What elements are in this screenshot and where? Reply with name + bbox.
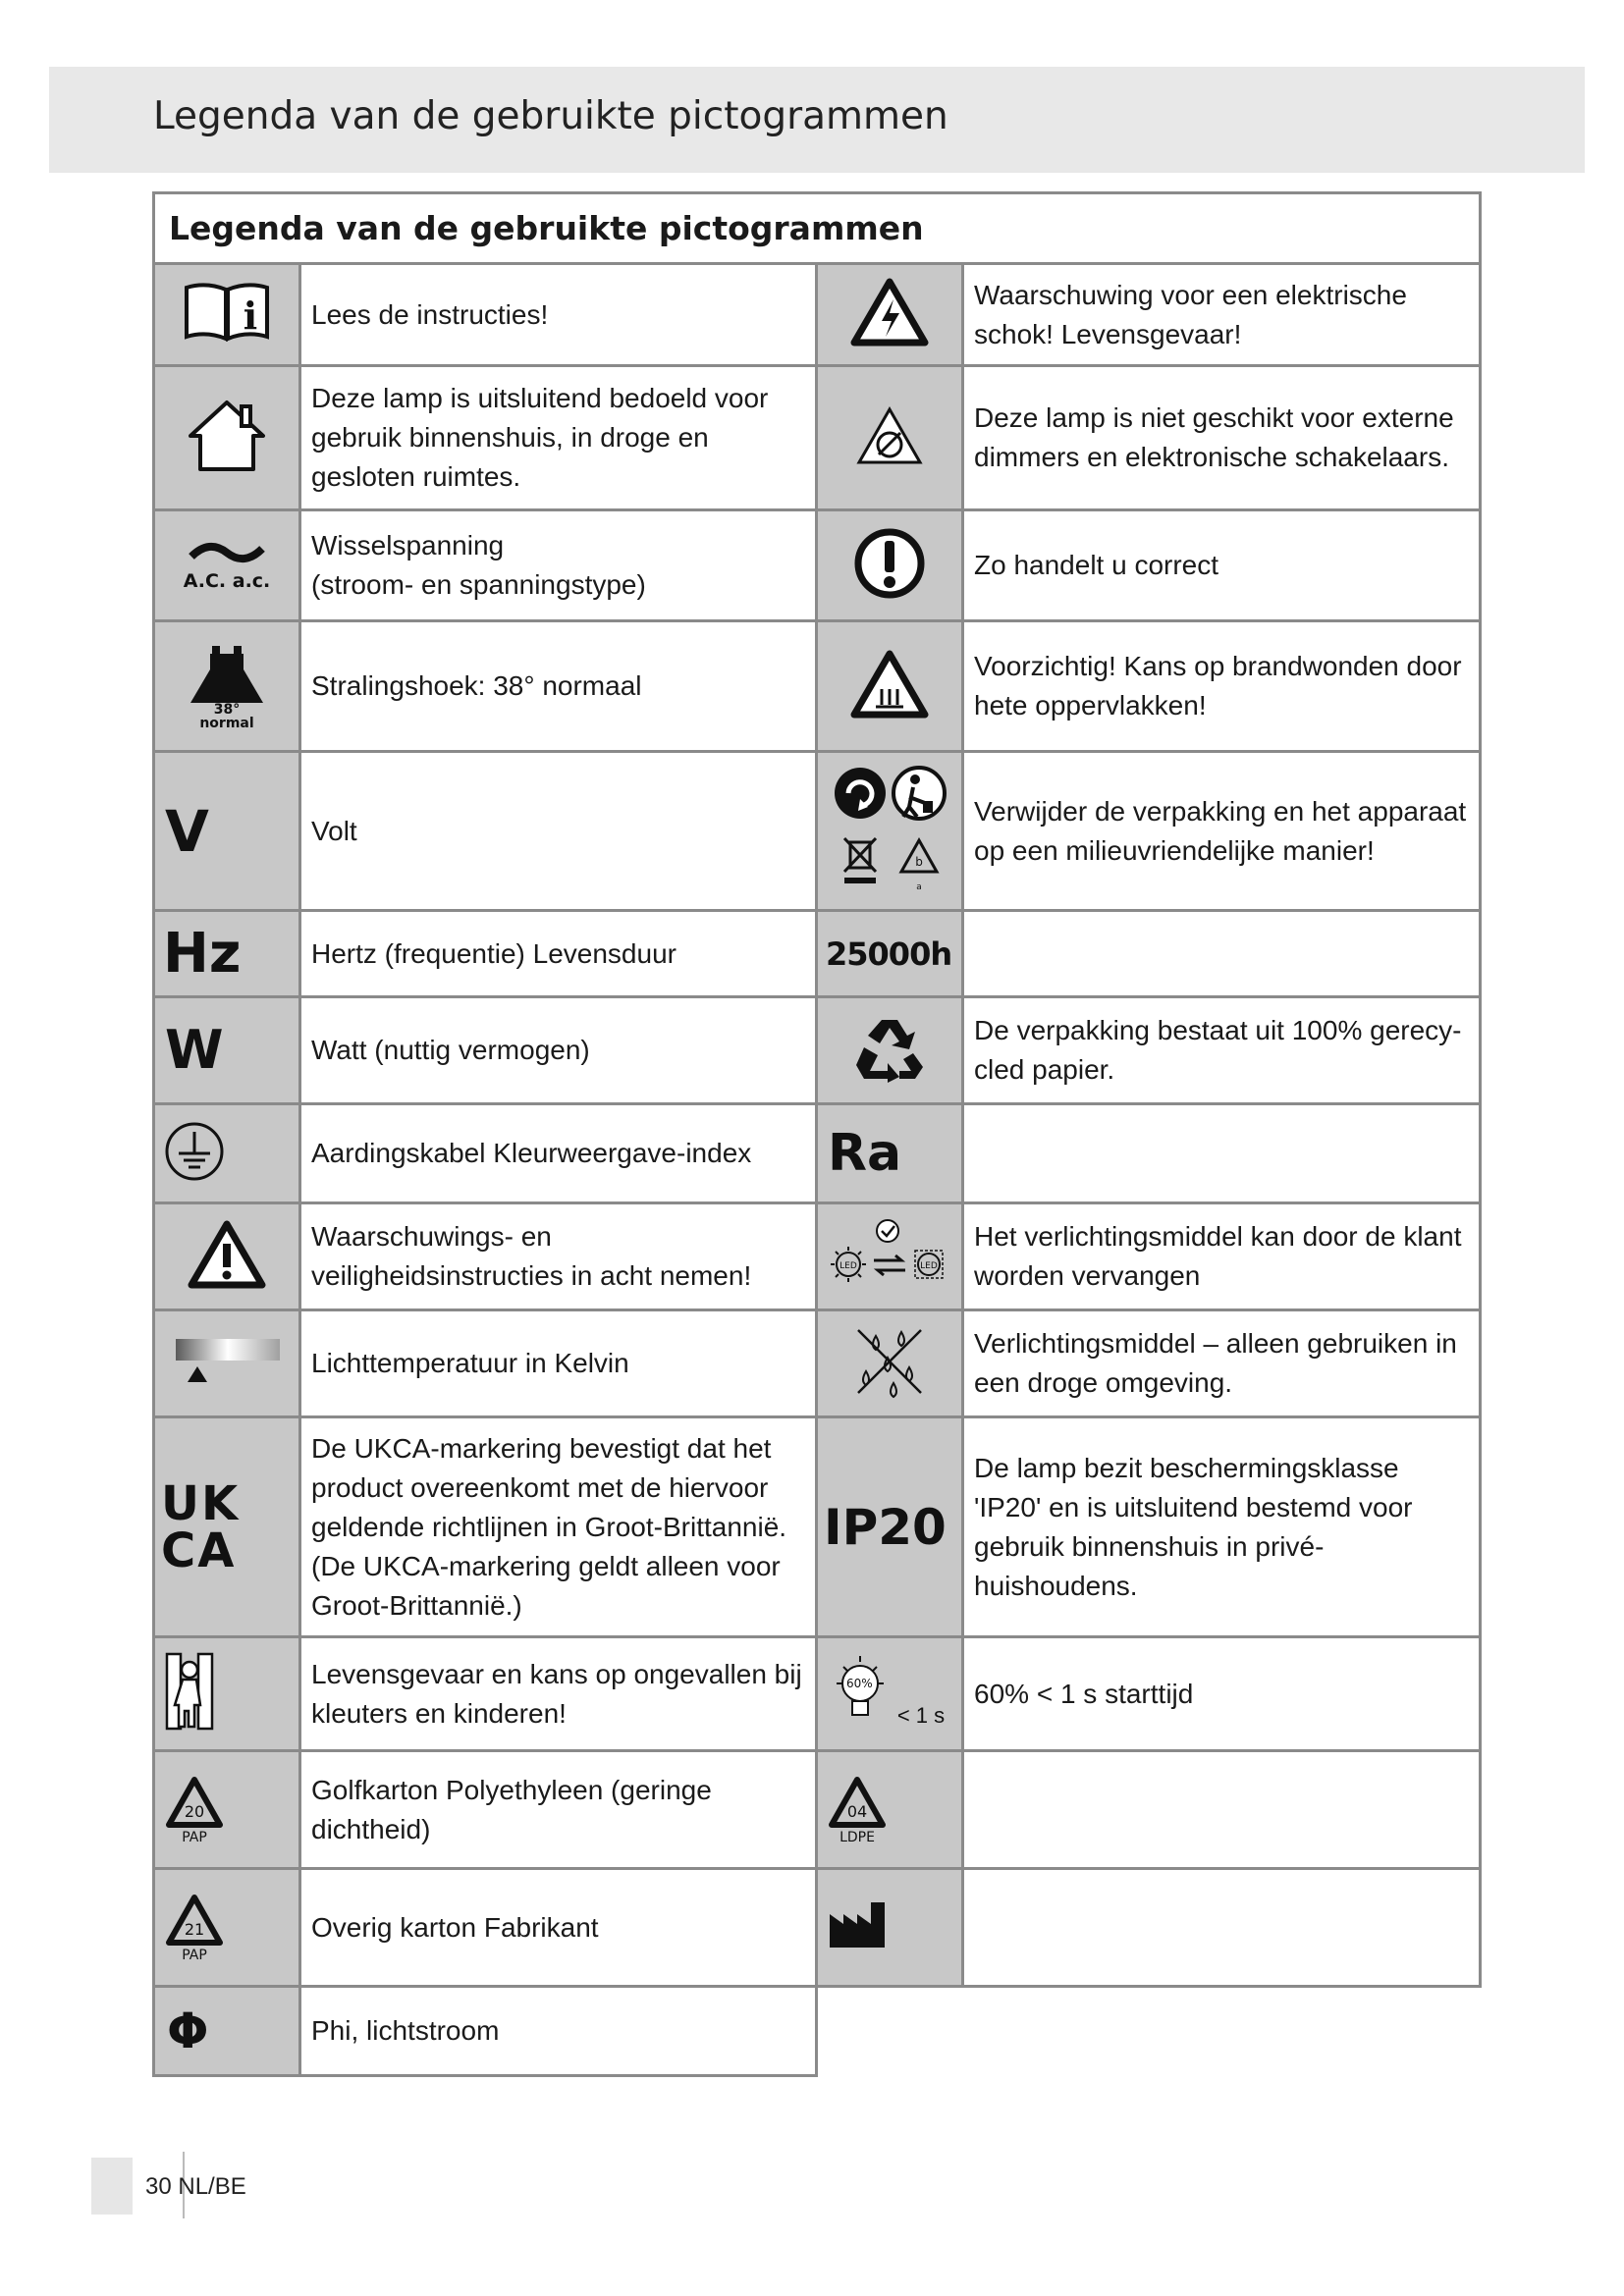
watt-icon: W xyxy=(165,1019,224,1081)
legend-text: Waarschuwing voor een elektrische schok! Levensgevaar! xyxy=(963,264,1481,366)
legend-text: Hertz (frequentie) Levensduur xyxy=(300,911,817,997)
legend-text: De verpakking bestaat uit 100% gerecy- cled papier. xyxy=(963,997,1481,1104)
hot-surface-warning-icon xyxy=(850,650,929,719)
recycle-pap-20-icon xyxy=(165,1776,224,1844)
legend-text: Deze lamp is uitsluitend bedoeld voor gebruik binnenshuis, in droge en gesloten ruimtes. xyxy=(300,366,817,510)
recycle-code-label: 20 xyxy=(184,1801,205,1821)
legend-text: De lamp bezit beschermingsklasse 'IP20' en is uitsluitend bestemd voor gebruik binnenshuis in privé-huishoudens. xyxy=(963,1417,1481,1637)
legend-text: Golfkarton Polyethyleen (geringe dichtheid) xyxy=(300,1751,817,1869)
legend-row xyxy=(154,752,1481,911)
legend-caption: Legenda van de gebruikte pictogrammen xyxy=(154,193,1481,264)
replaceable-led-icon xyxy=(827,1215,952,1294)
color-temperature-icon xyxy=(168,1337,286,1386)
recycling-disposal-icon xyxy=(831,760,948,897)
no-dimmer-icon xyxy=(855,405,924,466)
alternating-current-icon xyxy=(184,539,271,592)
legend-row xyxy=(154,1751,1481,1869)
legend-text: Wisselspanning (stroom- en spanningstype) xyxy=(300,510,817,621)
child-danger-icon xyxy=(163,1650,222,1733)
legend-text: Verwijder de verpakking en het apparaat op een milieuvriendelijke manier! xyxy=(963,752,1481,911)
legend-row xyxy=(154,1104,1481,1203)
legend-row xyxy=(154,911,1481,997)
volt-icon: V xyxy=(165,797,209,865)
legend-row xyxy=(154,264,1481,366)
ac-label: A.C. a.c. xyxy=(183,570,271,592)
house-indoor-icon xyxy=(183,397,271,475)
manufacturer-icon xyxy=(828,1900,887,1949)
recycle-code-label: 21 xyxy=(184,1919,205,1939)
legend-text: Aardingskabel Kleurweergave-index xyxy=(300,1104,817,1203)
legend-text xyxy=(963,1869,1481,1987)
beam-angle-label: 38° normal xyxy=(199,702,254,731)
hertz-icon: Hz xyxy=(163,921,242,986)
legend-text: Lees de instructies! xyxy=(300,264,817,366)
recycle-pap-21-icon xyxy=(165,1894,224,1962)
legend-row xyxy=(154,1203,1481,1310)
legend-row xyxy=(154,621,1481,752)
dry-environment-only-icon xyxy=(850,1322,929,1401)
page-number: 30 NL/BE xyxy=(145,2173,246,2200)
legend-text: Overig karton Fabrikant xyxy=(300,1869,817,1987)
recycle-material-label: LDPE xyxy=(839,1829,875,1845)
svg-text:LED: LED xyxy=(839,1260,857,1271)
svg-text:a: a xyxy=(916,882,922,892)
ukca-mark-icon: UK CA xyxy=(161,1475,241,1578)
legend-text xyxy=(963,911,1481,997)
legend-text: Voorzichtig! Kans op brandwonden door hete oppervlakken! xyxy=(963,621,1481,752)
legend-text xyxy=(963,1751,1481,1869)
legend-row xyxy=(154,1310,1481,1417)
exclamation-circle-icon xyxy=(853,527,926,600)
start-time-duration-label: < 1 s xyxy=(896,1703,946,1728)
legend-text: Watt (nuttig vermogen) xyxy=(300,997,817,1104)
lifetime-hours-icon: 25000h xyxy=(826,934,952,973)
legend-text xyxy=(963,1104,1481,1203)
legend-text: Volt xyxy=(300,752,817,911)
legend-row xyxy=(154,510,1481,621)
recycle-material-label: PAP xyxy=(182,1829,207,1845)
ip20-icon: IP20 xyxy=(824,1498,947,1556)
legend-row xyxy=(154,1987,1481,2076)
book-info-icon xyxy=(183,280,271,345)
legend-text: Stralingshoek: 38° normaal xyxy=(300,621,817,752)
legend-row xyxy=(154,1417,1481,1637)
recycle-code-label: 04 xyxy=(846,1801,868,1821)
earth-ground-icon xyxy=(163,1120,226,1183)
legend-row xyxy=(154,366,1481,510)
beam-angle-icon xyxy=(183,642,271,730)
start-time-percent-label: 60% xyxy=(846,1677,873,1690)
recycle-ldpe-04-icon xyxy=(828,1776,887,1844)
legend-text: Verlichtingsmiddel – alleen gebruiken in een droge omgeving. xyxy=(963,1310,1481,1417)
svg-text:b: b xyxy=(915,855,923,869)
legend-row xyxy=(154,997,1481,1104)
phi-luminous-flux-icon: Φ xyxy=(167,2002,209,2059)
legend-text: 60% < 1 s starttijd xyxy=(963,1637,1481,1751)
svg-text:LED: LED xyxy=(920,1260,938,1271)
legend-row xyxy=(154,1637,1481,1751)
legend-text: Waarschuwings- en veiligheidsinstructies in acht nemen! xyxy=(300,1203,817,1310)
electric-shock-warning-icon xyxy=(850,278,929,347)
recycled-paper-icon xyxy=(852,1014,927,1083)
page-title: Legenda van de gebruikte pictogrammen xyxy=(153,94,948,138)
legend-text: Deze lamp is niet geschikt voor externe dimmers en elektronische schakelaars. xyxy=(963,366,1481,510)
svg-text:i: i xyxy=(243,294,258,338)
legend-text: Lichttemperatuur in Kelvin xyxy=(300,1310,817,1417)
recycle-material-label: PAP xyxy=(182,1947,207,1963)
legend-text: Het verlichtingsmiddel kan door de klant worden vervangen xyxy=(963,1203,1481,1310)
color-rendering-index-icon: Ra xyxy=(828,1124,902,1183)
warning-triangle-icon xyxy=(188,1220,266,1289)
footer-marker xyxy=(91,2158,133,2215)
legend-row xyxy=(154,1869,1481,1987)
legend-text: Levensgevaar en kans op ongevallen bij kleuters en kinderen! xyxy=(300,1637,817,1751)
start-time-bulb-icon xyxy=(827,1650,952,1733)
legend-text: Phi, lichtstroom xyxy=(300,1987,817,2076)
legend-text: Zo handelt u correct xyxy=(963,510,1481,621)
legend-text: De UKCA-markering bevestigt dat het product overeenkomt met de hiervoor geldende richtlijnen in Groot-Brittannië. (De UKCA-markering geldt alleen voor Groot-Brittannië.) xyxy=(300,1417,817,1637)
legend-table xyxy=(152,191,1482,2077)
